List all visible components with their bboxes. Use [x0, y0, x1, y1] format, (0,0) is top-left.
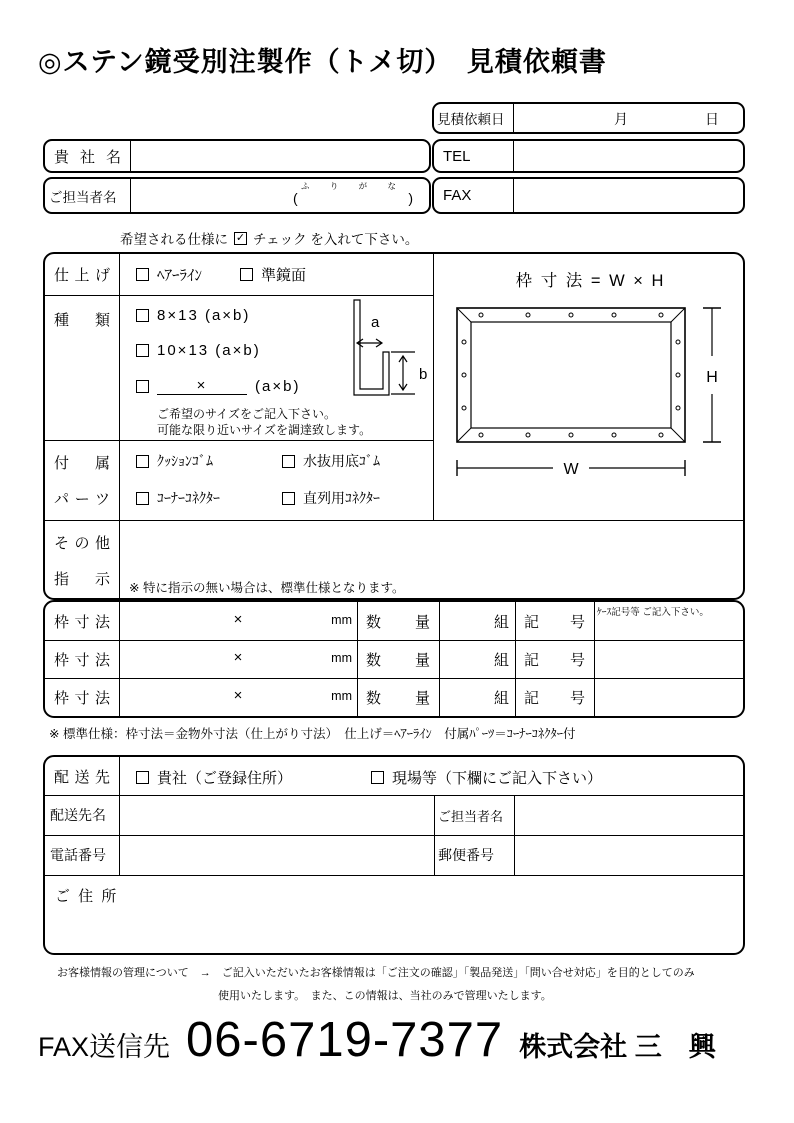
phone-number-field[interactable] — [119, 835, 434, 875]
code-label: 記号 — [524, 613, 585, 631]
drain-bottom-rubber-checkbox[interactable] — [282, 455, 295, 468]
kind-note-1: ご希望のサイズをご記入下さい。 — [157, 407, 337, 421]
company-name-box — [43, 139, 431, 173]
check-instruction — [120, 228, 418, 248]
qty-label: 数量 — [366, 651, 430, 669]
deliver-to-company-checkbox[interactable] — [136, 771, 149, 784]
code-field[interactable] — [594, 678, 743, 716]
address-field[interactable] — [45, 875, 743, 953]
delivery-name-label: 配送先名 — [50, 807, 106, 823]
qty-unit-label: 組 — [493, 652, 509, 669]
qty-label: 数量 — [366, 613, 430, 631]
fax-field[interactable] — [514, 179, 743, 212]
size-row — [45, 678, 743, 716]
code-label: 記号 — [524, 689, 585, 707]
delivery-dest-label: 配送先 — [54, 768, 110, 786]
paren-close: ) — [408, 190, 413, 206]
instruction-before: 希望される仕様に — [120, 232, 228, 247]
qty-field[interactable] — [439, 640, 515, 678]
size-8x13-checkbox[interactable] — [136, 309, 149, 322]
privacy-note — [57, 962, 757, 1007]
deliver-to-site-label: 現場等（下欄にご記入下さい） — [392, 770, 603, 787]
x-mark: × — [233, 687, 243, 704]
privacy-line-2: 使用いたします。 また、この情報は、当社のみで管理いたします。 — [218, 989, 552, 1002]
parts-cell — [119, 440, 433, 520]
fax-send-to-label: FAX送信先 — [38, 1032, 171, 1062]
size-row-label: 枠寸法 — [54, 651, 110, 669]
finish-label: 仕上げ — [54, 267, 110, 284]
other-instructions-note: ※ 特に指示の無い場合は、標準仕様となります。 — [129, 581, 405, 595]
kind-cell — [119, 295, 433, 440]
delivery-contact-field[interactable] — [514, 795, 743, 835]
qty-label: 数量 — [366, 689, 430, 707]
corner-connector-label: ｺｰﾅｰｺﾈｸﾀｰ — [157, 490, 220, 506]
month-label: 月 — [614, 111, 628, 127]
dim-w-label: W — [563, 461, 579, 478]
request-date-field[interactable] — [514, 104, 743, 132]
size-custom-blank-field[interactable]: × — [157, 377, 247, 395]
unit-label: mm — [331, 689, 352, 703]
page-title: ◎ステン鏡受別注製作（トメ切） 見積依頼書 — [38, 47, 607, 77]
size-10x13-label: 10×13 (a×b) — [157, 342, 261, 359]
delivery-name-field[interactable] — [119, 795, 434, 835]
cushion-rubber-checkbox[interactable] — [136, 455, 149, 468]
contact-name-label: ご担当者名 — [45, 179, 131, 212]
tel-field[interactable] — [514, 141, 743, 171]
size-custom-suffix: (a×b) — [255, 377, 301, 395]
contact-name-field[interactable] — [131, 179, 429, 212]
size-row-label: 枠寸法 — [54, 689, 110, 707]
request-date-label: 見積依頼日 — [434, 104, 514, 132]
finish-options — [119, 254, 433, 295]
qty-unit-label: 組 — [493, 614, 509, 631]
other-instructions-label: その他 指示 — [54, 534, 110, 588]
contact-name-box — [43, 177, 431, 214]
x-mark: × — [233, 649, 243, 666]
inline-connector-checkbox[interactable] — [282, 492, 295, 505]
hairline-option-label: ﾍｱｰﾗｲﾝ — [157, 267, 203, 284]
size-row — [45, 602, 743, 640]
code-field-note: ｹｰｽ記号等 ご記入下さい。 — [597, 607, 709, 618]
fax-footer — [38, 1012, 716, 1068]
instruction-after: チェック を入れて下さい。 — [253, 232, 419, 247]
channel-profile-diagram — [347, 297, 447, 407]
size-row — [45, 640, 743, 678]
code-field[interactable] — [594, 602, 743, 640]
address-label: ご 住 所 — [55, 888, 119, 905]
qty-field[interactable] — [439, 602, 515, 640]
deliver-to-site-checkbox[interactable] — [371, 771, 384, 784]
privacy-line-1: お客様情報の管理について → ご記入いただいたお客様情報は「ご注文の確認」「製品発送」「問い合せ対応」を目的としてのみ — [57, 967, 695, 979]
inline-connector-label: 直列用ｺﾈｸﾀｰ — [303, 490, 380, 506]
spec-table — [43, 252, 745, 600]
semi-mirror-option-label: 準鏡面 — [261, 267, 307, 284]
fax-box — [432, 177, 745, 214]
size-dimension-field[interactable] — [119, 640, 357, 678]
postal-code-label: 郵便番号 — [438, 847, 494, 863]
other-instructions-field[interactable] — [119, 520, 743, 600]
x-mark: × — [233, 611, 243, 628]
size-8x13-label: 8×13 (a×b) — [157, 307, 251, 324]
frame-diagram — [453, 304, 729, 496]
drain-bottom-rubber-label: 水抜用底ｺﾞﾑ — [303, 453, 380, 469]
postal-code-field[interactable] — [514, 835, 743, 875]
kind-note-2: 可能な限り近いサイズを調達致します。 — [157, 423, 372, 437]
code-label: 記号 — [524, 651, 585, 669]
parts-label: 付属 パーツ — [54, 454, 110, 508]
tel-label: TEL — [434, 141, 514, 171]
delivery-contact-label: ご担当者名 — [438, 808, 504, 824]
furigana-label: ふ り が な — [300, 181, 406, 191]
standard-spec-note: ※ 標準仕様：枠寸法＝金物外寸法（仕上がり寸法） 仕上げ＝ﾍｱｰﾗｲﾝ 付属ﾊﾟｰﾂ＝ｺｰﾅｰｺﾈｸﾀｰ付 — [49, 727, 576, 741]
day-label: 日 — [705, 111, 719, 127]
fax-label: FAX — [434, 179, 514, 212]
delivery-dest-options — [119, 757, 743, 795]
size-dimension-field[interactable] — [119, 602, 357, 640]
frame-dimension-title: 枠 寸 法 = W × H — [515, 272, 666, 290]
size-row-label: 枠寸法 — [54, 613, 110, 631]
unit-label: mm — [331, 651, 352, 665]
code-field[interactable] — [594, 640, 743, 678]
delivery-table — [43, 755, 745, 955]
unit-label: mm — [331, 613, 352, 627]
checked-checkbox-icon: ✓ — [235, 231, 246, 244]
size-10x13-checkbox[interactable] — [136, 344, 149, 357]
qty-unit-label: 組 — [493, 690, 509, 707]
company-name: 株式会社 三 興 — [519, 1032, 716, 1062]
dim-b-label: b — [419, 366, 428, 383]
dim-h-label: H — [706, 369, 718, 386]
kind-label: 種類 — [54, 312, 110, 329]
company-name-label: 貴社名 — [45, 141, 131, 171]
size-dimension-field[interactable] — [119, 678, 357, 716]
size-table — [43, 600, 745, 718]
paren-open: ( — [293, 190, 298, 206]
phone-number-label: 電話番号 — [50, 847, 106, 863]
semi-mirror-checkbox[interactable] — [240, 268, 253, 281]
dim-a-label: a — [371, 314, 380, 331]
request-date-box — [432, 102, 745, 134]
company-name-field[interactable] — [131, 141, 429, 171]
corner-connector-checkbox[interactable] — [136, 492, 149, 505]
cushion-rubber-label: ｸｯｼｮﾝｺﾞﾑ — [157, 453, 213, 469]
frame-dimension-panel — [434, 254, 747, 520]
furigana-field[interactable] — [293, 190, 413, 206]
deliver-to-company-label: 貴社（ご登録住所） — [157, 770, 293, 787]
tel-box — [432, 139, 745, 173]
size-custom-checkbox[interactable] — [136, 380, 149, 393]
qty-field[interactable] — [439, 678, 515, 716]
hairline-checkbox[interactable] — [136, 268, 149, 281]
fax-number: 06-6719-7377 — [186, 1013, 504, 1067]
